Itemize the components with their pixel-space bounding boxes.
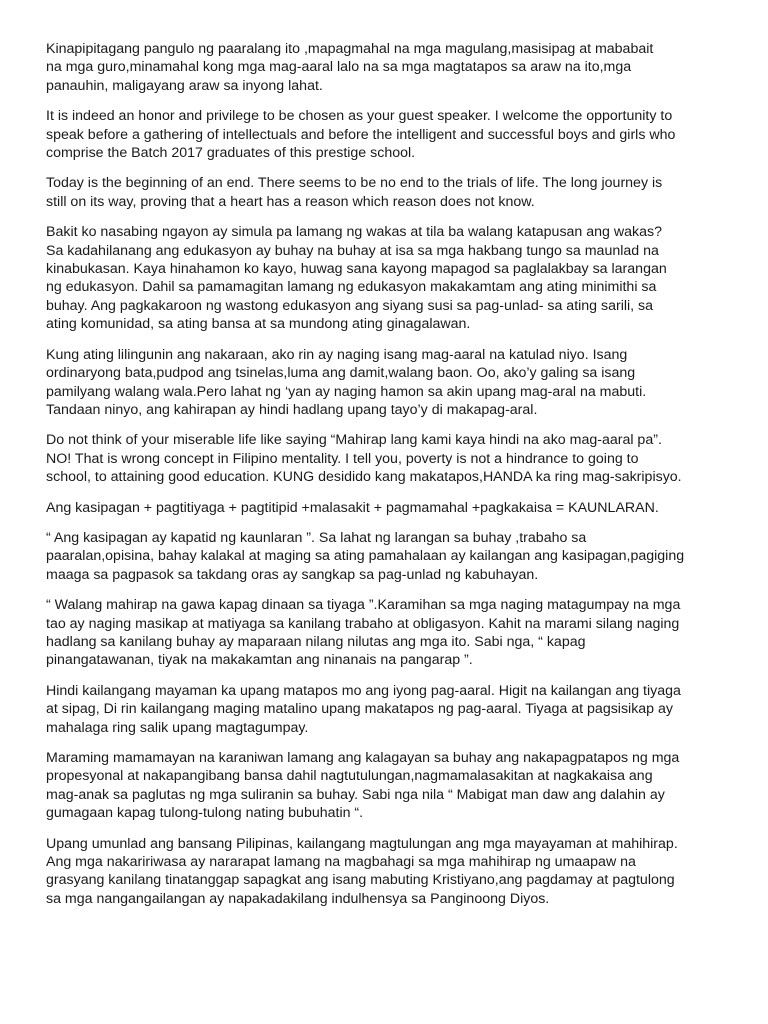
text-line: ating komunidad, sa ating bansa at sa mundong ating ginagalawan. [46, 316, 471, 333]
text-line: still on its way, proving that a heart has a reason which reason does not know. [46, 193, 535, 210]
text-line: kinabukasan. Kaya hinahamon ko kayo, huwag sana kayong mapagod sa paglalakbay sa larangan [46, 261, 667, 278]
text-line: Kung ating lilingunin ang nakaraan, ako rin ay naging isang mag-aaral na katulad niyo. Isang [46, 346, 628, 363]
paragraph-past [46, 346, 722, 420]
text-line: ordinaryong bata,pudpod ang tsinelas,luma ang damit,walang baon. Oo, ako’y galing sa isang [46, 365, 636, 382]
paragraph-family [46, 749, 722, 823]
paragraph-perseverance [46, 596, 722, 670]
text-line: tao ay naging masikap at matiyaga sa kanilang trabaho at obligasyon. Kahit na marami silang naging [46, 615, 680, 632]
text-line: na mga guro,minamahal kong mga mag-aaral lalo na sa mga magtatapos sa araw na ito,mga [46, 59, 632, 76]
text-line: Hindi kailangang mayaman ka upang matapos mo ang iyong pag-aaral. Higit na kailangan ang tiyaga [46, 682, 681, 699]
text-line: Maraming mamamayan na karaniwan lamang ang kalagayan sa buhay ang nakapagpatapos ng mga [46, 750, 680, 766]
paragraph-honor [46, 107, 722, 162]
paragraph-formula [46, 499, 722, 517]
text-line: speak before a gathering of intellectuals and before the intelligent and successful boys and girls who [46, 126, 676, 143]
paragraph-nation [46, 835, 722, 909]
text-line: hadlang sa kanilang buhay ay maparaan nilang nilutas ang mga ito. Sabi nga, “ kapag [46, 633, 586, 650]
text-line: propesyonal at nakapangibang bansa dahil nagtutulungan,nagmamalasakitan at nagkakaisa ang [46, 768, 653, 785]
text-line: pinangatawanan, tiyak na makakamtan ang ninanais na pangarap ”. [46, 652, 473, 669]
text-line: Ang kasipagan + pagtitiyaga + pagtitipid +malasakit + pagmamahal +pagkakaisa = KAUNLARAN. [46, 499, 659, 516]
text-line: school, to attaining good education. KUNG desidido kang makatapos,HANDA ka ring mag-sakripisyo. [46, 469, 682, 486]
text-line: at sipag, Di rin kailangang maging matalino upang makatapos ng pag-aaral. Tiyaga at pagsisikap ay [46, 701, 673, 718]
text-line: panauhin, maligayang araw sa inyong lahat. [46, 77, 323, 94]
text-line: buhay. Ang pagkakaroon ng wastong edukasyon ang siyang susi sa pag-unlad- sa ating sarili, sa [46, 297, 654, 314]
paragraph-beginning [46, 174, 722, 211]
text-line: gumagaan kapag tulong-tulong nating bubuhatin “. [46, 805, 364, 822]
speech-text [46, 40, 722, 920]
paragraph-wealth [46, 682, 722, 737]
paragraph-greeting [46, 40, 722, 95]
text-line: Bakit ko nasabing ngayon ay simula pa lamang ng wakas at tila ba walang katapusan ang wakas? [46, 224, 662, 241]
text-line: pamilyang walang wala.Pero lahat ng ‘yan ay naging hamon sa akin upang mag-aral na mabuti. [46, 383, 647, 400]
paragraph-poverty [46, 431, 722, 486]
text-line: mag-anak sa paglutas ng mga suliranin sa buhay. Sabi nga nila “ Mabigat man daw ang dalahin ay [46, 786, 665, 803]
paragraph-diligence [46, 529, 722, 584]
text-line: comprise the Batch 2017 graduates of this prestige school. [46, 145, 416, 162]
text-line: Upang umunlad ang bansang Pilipinas, kailangang magtulungan ang mga mayayaman at mahihirap. [46, 835, 678, 852]
text-line: Today is the beginning of an end. There seems to be no end to the trials of life. The long journey is [46, 175, 663, 192]
text-line: sa mga nangangailangan ay napakadakilang indulhensya sa Panginoong Diyos. [46, 890, 550, 907]
paragraph-education [46, 223, 722, 333]
text-line: Do not think of your miserable life like saying “Mahirap lang kami kaya hindi na ako mag-aaral pa”. [46, 432, 662, 449]
text-line: maaga sa pagpasok sa takdang oras ay sangkap sa pag-unlad ng kabuhayan. [46, 566, 539, 583]
text-line: grasyang kanilang tinatanggap sapagkat ang isang mabuting Kristiyano,ang pagdamay at pagtulong [46, 872, 675, 889]
text-line: Ang mga nakaririwasa ay nararapat lamang na magbahagi sa mga mahihirap ng umaapaw na [46, 854, 636, 871]
text-line: Sa kadahilanang ang edukasyon ay buhay na buhay at isa sa mga hakbang tungo sa maunlad na [46, 242, 659, 259]
text-line: paaralan,opisina, bahay kalakal at maging sa ating pamahalaan ay kailangan ang kasipagan,pagiging [46, 548, 685, 565]
text-line: Tandaan ninyo, ang kahirapan ay hindi hadlang upang tayo’y di makapag-aral. [46, 401, 538, 418]
text-line: It is indeed an honor and privilege to be chosen as your guest speaker. I welcome the opportunity to [46, 108, 673, 125]
text-line: Kinapipitagang pangulo ng paaralang ito ,mapagmahal na mga magulang,masisipag at mababait [46, 41, 654, 57]
text-line: “ Ang kasipagan ay kapatid ng kaunlaran ”. Sa lahat ng larangan sa buhay ,trabaho sa [46, 529, 587, 546]
text-line: ng edukasyon. Dahil sa pamamagitan lamang ng edukasyon makakamtam ang ating minimithi sa [46, 279, 657, 296]
text-line: NO! That is wrong concept in Filipino mentality. I tell you, poverty is not a hindrance to going to [46, 450, 639, 467]
text-line: “ Walang mahirap na gawa kapag dinaan sa tiyaga ”.Karamihan sa mga naging matagumpay na mga [46, 597, 681, 614]
text-line: mahalaga ring salik upang magtagumpay. [46, 719, 309, 736]
